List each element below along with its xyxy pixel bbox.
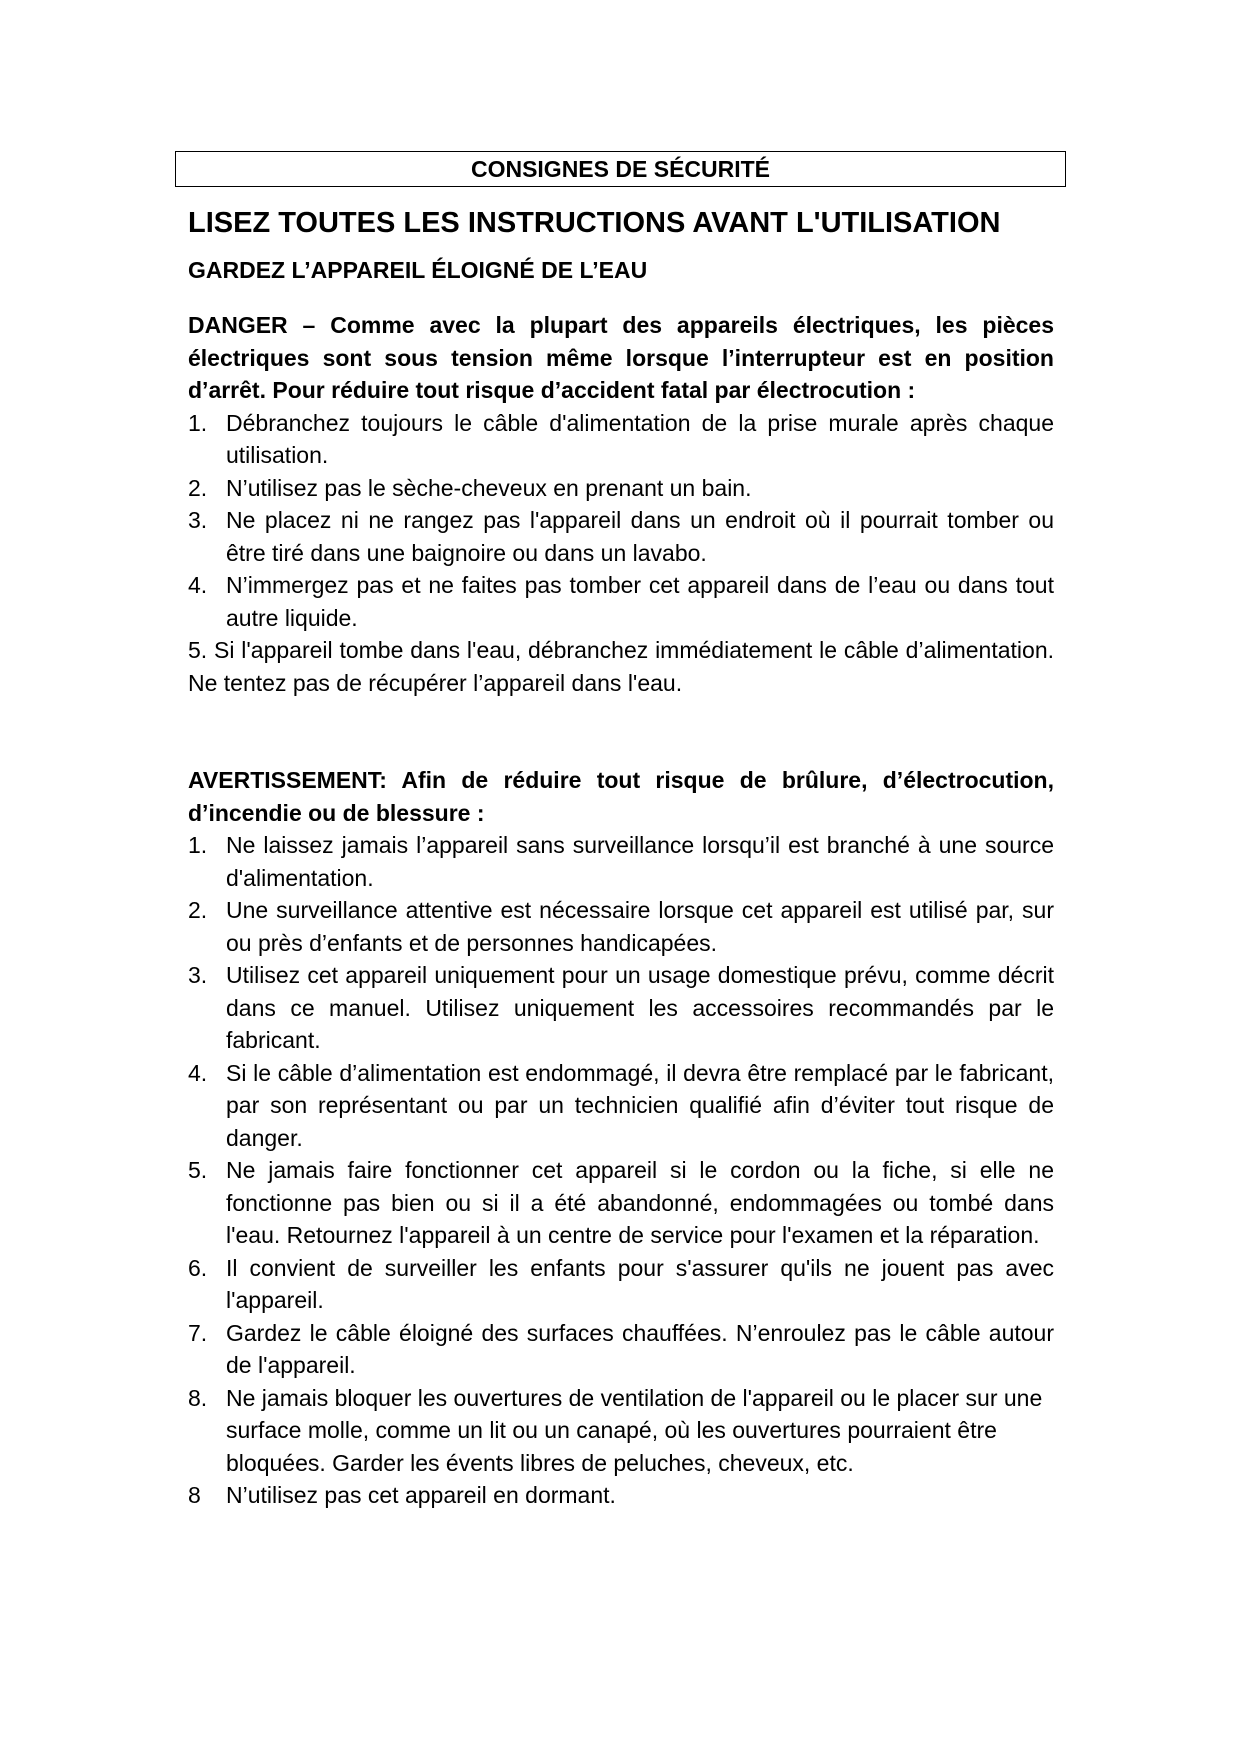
list-text: Ne jamais bloquer les ouvertures de ventilation de l'appareil ou le placer sur une surface molle, comme un lit ou un canapé, où les ouvertures pourraient être bloquées. Garder les évents libres de peluches, cheveux, etc.: [226, 1384, 1043, 1476]
danger-intro: DANGER – Comme avec la plupart des appareils électriques, les pièces électriques sont sous tension même lorsque l’interrupteur est en position d’arrêt. Pour réduire tout risque d’accident fatal par électrocution :: [188, 312, 1054, 403]
list-text: Utilisez cet appareil uniquement pour un usage domestique prévu, comme décrit dans ce manuel. Utilisez uniquement les accessoires recommandés par le fabricant.: [226, 962, 1054, 1053]
list-item: [188, 504, 1054, 569]
list-item: [188, 472, 1054, 505]
list-text: N’utilisez pas le sèche-cheveux en prenant un bain.: [226, 474, 752, 501]
list-text: Une surveillance attentive est nécessaire lorsque cet appareil est utilisé par, sur ou près d’enfants et de personnes handicapées.: [226, 897, 1054, 956]
danger-list: [188, 407, 1054, 635]
list-item: [188, 569, 1054, 634]
list-number: 6.: [188, 1254, 208, 1281]
list-item: [188, 1252, 1054, 1317]
list-text: Ne jamais faire fonctionner cet appareil si le cordon ou la fiche, si elle ne fonctionne pas bien ou si il a été abandonné, endommagées ou tombé dans l'eau. Retournez l'appareil à un centre de service pour l'examen et la réparation.: [226, 1157, 1054, 1248]
list-text: Gardez le câble éloigné des surfaces chauffées. N’enroulez pas le câble autour de l'appareil.: [226, 1319, 1054, 1378]
list-item: [188, 1382, 1054, 1480]
list-text: Ne laissez jamais l’appareil sans surveillance lorsqu’il est branché à une source d'alimentation.: [226, 832, 1054, 891]
list-number: 5.: [188, 1157, 208, 1183]
avertissement-list: [188, 829, 1054, 1512]
list-text: Si le câble d’alimentation est endommagé, il devra être remplacé par le fabricant, par son représentant ou par un technicien qualifié afin d’éviter tout risque de danger.: [226, 1059, 1054, 1151]
document-body: [188, 198, 1054, 1512]
list-item: [188, 407, 1054, 472]
list-number: 8.: [188, 1384, 208, 1411]
list-item: [188, 1057, 1054, 1155]
list-item: [188, 829, 1054, 894]
sub-heading: GARDEZ L’APPAREIL ÉLOIGNÉ DE L’EAU: [188, 257, 648, 283]
list-item: [188, 894, 1054, 959]
list-number: 1.: [188, 409, 208, 436]
list-number: 2.: [188, 897, 208, 923]
avertissement-intro: AVERTISSEMENT: Afin de réduire tout risque de brûlure, d’électrocution, d’incendie ou de blessure :: [188, 767, 1054, 826]
list-item: [188, 959, 1054, 1057]
main-heading: LISEZ TOUTES LES INSTRUCTIONS AVANT L'UTILISATION: [188, 207, 1001, 239]
spacer: [188, 292, 1054, 309]
list-text: Ne placez ni ne rangez pas l'appareil dans un endroit où il pourrait tomber ou être tiré dans une baignoire ou dans un lavabo.: [226, 507, 1054, 566]
list-number: 1.: [188, 832, 208, 858]
list-text: N’immergez pas et ne faites pas tomber cet appareil dans de l’eau ou dans tout autre liquide.: [226, 572, 1054, 631]
list-text: Débranchez toujours le câble d'alimentation de la prise murale après chaque utilisation.: [226, 409, 1054, 468]
danger-item-5: 5. Si l'appareil tombe dans l'eau, débranchez immédiatement le câble d’alimentation. Ne tentez pas de récupérer l’appareil dans l'eau.: [188, 637, 1054, 696]
list-number: 3.: [188, 507, 208, 533]
list-text: N’utilisez pas cet appareil en dormant.: [226, 1482, 616, 1508]
list-number: 3.: [188, 962, 208, 988]
list-item: [188, 1479, 1054, 1512]
list-text: Il convient de surveiller les enfants pour s'assurer qu'ils ne jouent pas avec l'appareil.: [226, 1254, 1054, 1313]
document-title: CONSIGNES DE SÉCURITÉ: [175, 151, 1066, 187]
list-number: 8: [188, 1482, 201, 1508]
list-number: 7.: [188, 1319, 208, 1346]
list-number: 4.: [188, 1059, 208, 1086]
list-item: [188, 1154, 1054, 1252]
section-spacer: [188, 699, 1054, 764]
list-number: 4.: [188, 572, 208, 598]
list-number: 2.: [188, 474, 208, 501]
list-item: [188, 1317, 1054, 1382]
